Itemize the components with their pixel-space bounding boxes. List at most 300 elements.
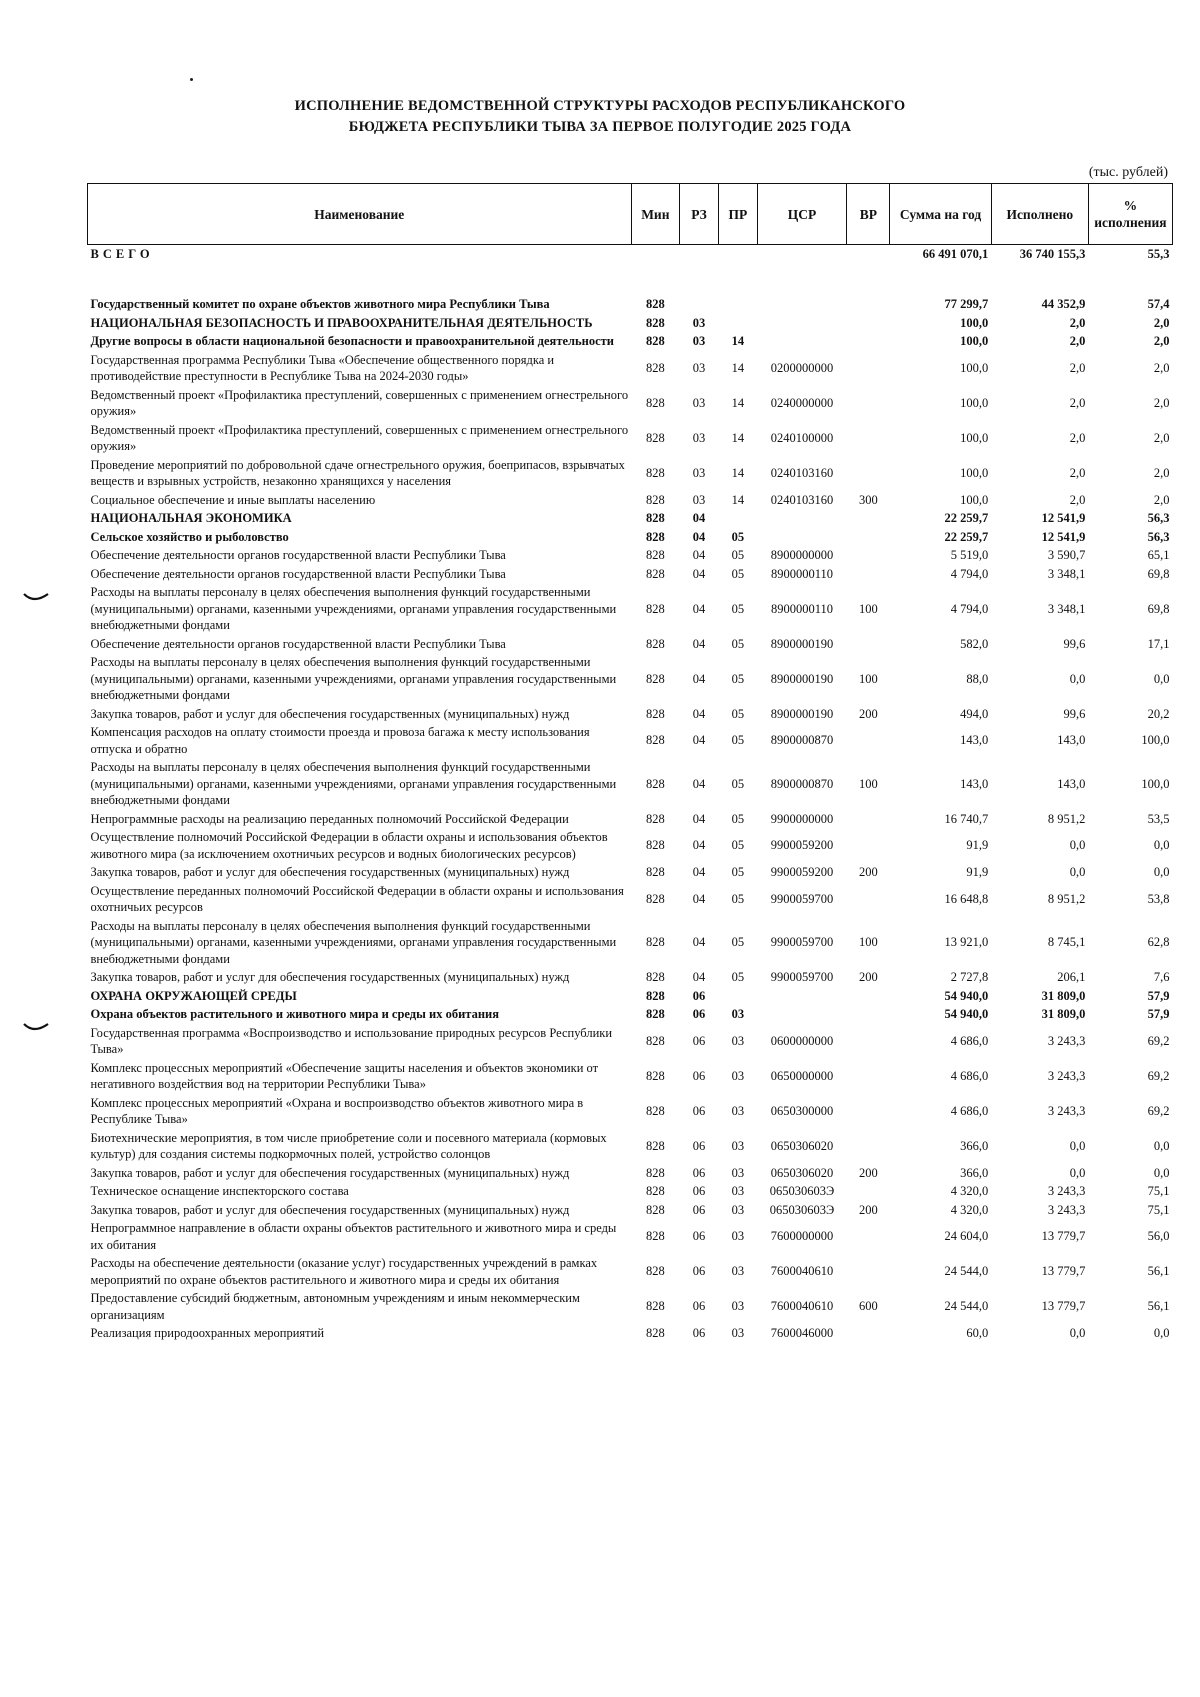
row-sum: 54 940,0 — [944, 1007, 989, 1021]
row-pr: 03 — [731, 1264, 745, 1279]
row-done: 0,0 — [1069, 838, 1086, 853]
row-sum: 143,0 — [960, 776, 989, 791]
row-min: 828 — [645, 988, 665, 1003]
row-done: 3 243,3 — [1047, 1033, 1086, 1048]
row-vr — [847, 295, 890, 314]
row-pr: 03 — [731, 1007, 745, 1021]
row-name: Социальное обеспечение и иные выплаты населению — [90, 492, 376, 507]
total-done: 36 740 155,3 — [991, 245, 1088, 270]
row-csr: 8900000110 — [770, 566, 834, 581]
row-min: 828 — [645, 935, 665, 949]
row-name: Расходы на выплаты персоналу в целях обеспечения выполнения функций государственными (муниципальными) органами, казенными учреждениями, органами управления государственными внебюджетными фондами — [90, 655, 617, 702]
row-min: 828 — [645, 492, 665, 507]
row-min: 828 — [645, 1229, 665, 1244]
row-rz: 06 — [692, 1299, 706, 1314]
row-done: 3 243,3 — [1047, 1103, 1086, 1118]
row-done: 3 348,1 — [1047, 601, 1086, 616]
row-csr: 0650306020 — [770, 1138, 834, 1153]
row-rz: 03 — [692, 334, 706, 348]
row-vr — [847, 528, 890, 547]
row-pct: 75,1 — [1147, 1202, 1170, 1217]
row-rz: 03 — [692, 395, 706, 410]
row-csr: 065030603Э — [769, 1202, 835, 1217]
table-row — [88, 491, 1173, 510]
row-csr: 9900059700 — [770, 891, 834, 906]
row-vr — [847, 565, 890, 584]
row-done: 2,0 — [1069, 492, 1086, 507]
header-sum: Сумма на год — [890, 184, 991, 245]
row-pct: 7,6 — [1153, 970, 1170, 984]
table-row — [88, 705, 1173, 724]
row-name: Государственная программа Республики Тыва «Обеспечение общественного порядка и противодействие преступности в Республике Тыва на 2024-2030 годы» — [90, 352, 555, 383]
row-min: 828 — [645, 636, 665, 651]
row-vr: 100 — [858, 671, 878, 686]
row-pr: 05 — [731, 548, 745, 562]
row-vr — [847, 386, 890, 421]
table-row — [88, 456, 1173, 491]
row-pct: 0,0 — [1153, 671, 1170, 686]
row-rz: 03 — [692, 492, 706, 507]
row-pct: 57,9 — [1147, 1007, 1170, 1021]
row-vr — [847, 1219, 890, 1254]
header-csr: ЦСР — [757, 184, 847, 245]
row-rz: 04 — [692, 511, 706, 525]
table-row — [88, 1005, 1173, 1024]
row-pct: 20,2 — [1147, 706, 1170, 721]
total-row — [88, 245, 1173, 270]
row-csr: 0240000000 — [770, 395, 834, 410]
row-name: НАЦИОНАЛЬНАЯ ЭКОНОМИКА — [90, 511, 292, 525]
row-done: 0,0 — [1069, 1326, 1086, 1340]
table-row — [88, 635, 1173, 654]
row-vr — [847, 1129, 890, 1164]
row-pct: 56,3 — [1147, 511, 1170, 525]
table-row — [88, 1324, 1173, 1343]
row-pr: 14 — [731, 492, 745, 507]
row-vr — [847, 332, 890, 351]
row-csr: 0240103160 — [770, 465, 834, 480]
row-sum: 4 686,0 — [950, 1068, 989, 1083]
row-sum: 24 544,0 — [944, 1264, 989, 1279]
row-min: 828 — [645, 334, 665, 348]
row-min: 828 — [645, 891, 665, 906]
row-done: 0,0 — [1069, 1165, 1086, 1180]
row-done: 2,0 — [1069, 360, 1086, 375]
row-vr: 200 — [858, 1202, 878, 1217]
row-rz: 04 — [692, 811, 706, 826]
row-pct: 75,1 — [1147, 1184, 1170, 1198]
row-pct: 69,2 — [1147, 1068, 1170, 1083]
row-pr: 14 — [731, 430, 745, 445]
row-rz: 03 — [692, 360, 706, 375]
row-min: 828 — [645, 395, 665, 410]
row-min: 828 — [645, 511, 665, 525]
row-pct: 2,0 — [1153, 360, 1170, 375]
row-vr — [847, 828, 890, 863]
row-pct: 56,0 — [1147, 1229, 1170, 1244]
row-rz: 04 — [692, 548, 706, 562]
row-sum: 16 648,8 — [944, 891, 989, 906]
row-done: 2,0 — [1069, 334, 1086, 348]
total-label: ВСЕГО — [88, 245, 632, 270]
row-pr: 14 — [731, 360, 745, 375]
row-vr — [847, 546, 890, 565]
row-csr: 065030603Э — [769, 1184, 835, 1198]
total-pct: 55,3 — [1088, 245, 1172, 270]
row-name: Непрограммное направление в области охраны объектов растительного и животного мира и среды их обитания — [90, 1221, 617, 1252]
row-pr: 05 — [731, 733, 745, 748]
row-pr — [718, 295, 757, 314]
title-line-1: ИСПОЛНЕНИЕ ВЕДОМСТВЕННОЙ СТРУКТУРЫ РАСХОДОВ РЕСПУБЛИКАНСКОГО — [294, 98, 906, 114]
row-vr: 300 — [858, 492, 878, 507]
row-done: 2,0 — [1069, 395, 1086, 410]
row-csr: 7600040610 — [770, 1299, 834, 1314]
row-csr: 7600000000 — [770, 1229, 834, 1244]
unit-label: (тыс. рублей) — [1088, 165, 1168, 180]
table-row — [88, 968, 1173, 987]
row-vr — [847, 1254, 890, 1289]
row-csr: 0240103160 — [770, 492, 834, 507]
row-rz: 04 — [692, 636, 706, 651]
row-vr — [847, 1024, 890, 1059]
row-vr: 200 — [858, 706, 878, 721]
row-name: Биотехнические мероприятия, в том числе приобретение соли и посевного материала (кормовых культур) для создания системы подкормочных полей, устройство солонцов — [90, 1130, 607, 1161]
row-rz: 04 — [692, 776, 706, 791]
table-row — [88, 351, 1173, 386]
title-line-2: БЮДЖЕТА РЕСПУБЛИКИ ТЫВА ЗА ПЕРВОЕ ПОЛУГОДИЕ 2025 ГОДА — [348, 119, 852, 135]
row-pr: 05 — [731, 776, 745, 791]
table-row — [88, 1024, 1173, 1059]
row-pr — [718, 987, 757, 1006]
row-vr — [847, 635, 890, 654]
table-row — [88, 723, 1173, 758]
row-sum: 366,0 — [960, 1138, 989, 1153]
row-name: Сельское хозяйство и рыболовство — [90, 529, 289, 544]
table-row — [88, 917, 1173, 969]
row-done: 8 951,2 — [1047, 891, 1086, 906]
row-min: 828 — [645, 706, 665, 721]
row-rz: 04 — [692, 706, 706, 721]
row-pct: 0,0 — [1153, 838, 1170, 853]
row-pr: 03 — [731, 1068, 745, 1083]
row-csr — [757, 332, 847, 351]
row-min: 828 — [645, 1103, 665, 1118]
row-done: 99,6 — [1063, 636, 1086, 651]
row-sum: 88,0 — [966, 671, 989, 686]
row-csr: 9900059200 — [770, 838, 834, 853]
row-sum: 4 794,0 — [950, 566, 989, 581]
row-vr — [847, 456, 890, 491]
table-row — [88, 1219, 1173, 1254]
row-pct: 0,0 — [1153, 1165, 1170, 1180]
row-pct: 100,0 — [1141, 776, 1170, 791]
row-pr: 14 — [731, 395, 745, 410]
row-pct: 0,0 — [1153, 865, 1170, 879]
row-rz — [680, 295, 719, 314]
row-pr — [718, 314, 757, 333]
row-vr — [847, 1324, 890, 1343]
row-pr: 05 — [731, 601, 745, 616]
row-pct: 0,0 — [1153, 1138, 1170, 1153]
row-min: 828 — [645, 360, 665, 375]
row-csr: 8900000870 — [770, 776, 834, 791]
row-min: 828 — [645, 465, 665, 480]
row-pct: 62,8 — [1147, 935, 1170, 949]
row-pr: 05 — [731, 706, 745, 721]
row-vr — [847, 723, 890, 758]
row-done: 0,0 — [1069, 671, 1086, 686]
row-pct: 56,1 — [1147, 1299, 1170, 1314]
row-rz: 04 — [692, 566, 706, 581]
row-sum: 4 686,0 — [950, 1033, 989, 1048]
row-sum: 24 544,0 — [944, 1299, 989, 1314]
table-row — [88, 528, 1173, 547]
row-min: 828 — [645, 548, 665, 562]
row-min: 828 — [645, 1068, 665, 1083]
row-pct: 2,0 — [1153, 334, 1170, 348]
row-name: Расходы на выплаты персоналу в целях обеспечения выполнения функций государственными (муниципальными) органами, казенными учреждениями, органами управления государственными внебюджетными фондами — [90, 918, 617, 966]
row-csr: 0650306020 — [770, 1165, 834, 1180]
row-csr: 8900000190 — [770, 636, 834, 651]
row-name: Осуществление переданных полномочий Российской Федерации в области охраны и использования охотничьих ресурсов — [90, 883, 624, 914]
table-header-row — [88, 184, 1173, 245]
row-rz: 04 — [692, 601, 706, 616]
row-done: 99,6 — [1063, 706, 1086, 721]
row-name: Расходы на выплаты персоналу в целях обеспечения выполнения функций государственными (муниципальными) органами, казенными учреждениями, органами управления государственными внебюджетными фондами — [90, 585, 617, 632]
row-sum: 4 320,0 — [950, 1202, 989, 1217]
row-vr: 200 — [858, 1165, 878, 1180]
row-sum: 366,0 — [960, 1165, 989, 1180]
row-name: Закупка товаров, работ и услуг для обеспечения государственных (муниципальных) нужд — [90, 706, 570, 721]
row-name: Охрана объектов растительного и животного мира и среды их обитания — [90, 1007, 499, 1021]
row-min: 828 — [645, 671, 665, 686]
row-csr — [757, 1005, 847, 1024]
margin-check-mark — [22, 590, 50, 604]
row-rz: 04 — [692, 865, 706, 879]
row-rz: 03 — [692, 430, 706, 445]
row-name: Непрограммные расходы на реализацию переданных полномочий Российской Федерации — [90, 811, 569, 826]
row-pr: 05 — [731, 566, 745, 581]
row-sum: 100,0 — [960, 395, 989, 410]
row-csr — [757, 295, 847, 314]
row-min: 828 — [645, 1138, 665, 1153]
row-pr: 03 — [731, 1299, 745, 1314]
row-csr: 8900000110 — [770, 601, 834, 616]
row-pct: 53,5 — [1147, 811, 1170, 826]
row-pct: 2,0 — [1153, 430, 1170, 445]
row-name: Осуществление полномочий Российской Федерации в области охраны и использования объектов животного мира (за исключением охотничьих ресурсов и водных биологических ресурсов) — [90, 830, 608, 861]
row-csr: 9900059700 — [770, 970, 834, 984]
row-min: 828 — [645, 776, 665, 791]
row-pr: 03 — [731, 1326, 745, 1340]
row-done: 13 779,7 — [1041, 1229, 1086, 1244]
row-min: 828 — [645, 297, 665, 311]
row-min: 828 — [645, 811, 665, 826]
row-csr: 7600040610 — [770, 1264, 834, 1279]
row-vr — [847, 351, 890, 386]
row-pr: 05 — [731, 636, 745, 651]
header-vr: ВР — [847, 184, 890, 245]
row-vr: 100 — [858, 601, 878, 616]
row-done: 2,0 — [1069, 315, 1086, 330]
row-pr: 14 — [731, 334, 745, 348]
row-done: 8 951,2 — [1047, 811, 1086, 826]
row-pr: 05 — [731, 838, 745, 853]
table-row — [88, 314, 1173, 333]
table-row — [88, 565, 1173, 584]
row-pct: 57,9 — [1147, 988, 1170, 1003]
row-vr — [847, 882, 890, 917]
row-sum: 143,0 — [960, 733, 989, 748]
row-done: 12 541,9 — [1041, 511, 1086, 525]
row-done: 13 779,7 — [1041, 1264, 1086, 1279]
row-rz: 04 — [692, 970, 706, 984]
row-min: 828 — [645, 430, 665, 445]
row-rz: 06 — [692, 1326, 706, 1340]
row-done: 2,0 — [1069, 465, 1086, 480]
row-pr: 03 — [731, 1165, 745, 1180]
row-rz: 04 — [692, 891, 706, 906]
row-name: Комплекс процессных мероприятий «Обеспечение защиты населения и объектов экономики от негативного воздействия вод на территории Республики Тыва» — [90, 1060, 599, 1091]
row-pr: 05 — [731, 671, 745, 686]
row-csr: 8900000000 — [770, 548, 834, 562]
row-name: Техническое оснащение инспекторского состава — [90, 1184, 349, 1198]
table-row — [88, 1164, 1173, 1183]
row-pr: 03 — [731, 1033, 745, 1048]
table-row — [88, 332, 1173, 351]
row-csr: 0600000000 — [770, 1033, 834, 1048]
row-pct: 0,0 — [1153, 1326, 1170, 1340]
row-name: Закупка товаров, работ и услуг для обеспечения государственных (муниципальных) нужд — [90, 970, 570, 984]
row-sum: 91,9 — [966, 865, 989, 879]
row-vr: 600 — [858, 1299, 878, 1314]
row-done: 31 809,0 — [1041, 1007, 1086, 1021]
header-rz: РЗ — [680, 184, 719, 245]
row-done: 3 348,1 — [1047, 566, 1086, 581]
expenditure-table — [87, 183, 1173, 1343]
row-vr — [847, 421, 890, 456]
row-pr: 03 — [731, 1103, 745, 1118]
table-row — [88, 1129, 1173, 1164]
row-csr: 8900000190 — [770, 671, 834, 686]
row-min: 828 — [645, 315, 665, 330]
row-vr: 100 — [858, 935, 878, 949]
row-rz: 06 — [692, 1264, 706, 1279]
table-row — [88, 882, 1173, 917]
table-row — [88, 758, 1173, 810]
row-sum: 100,0 — [960, 315, 989, 330]
row-done: 31 809,0 — [1041, 988, 1086, 1003]
row-min: 828 — [645, 1264, 665, 1279]
row-rz: 06 — [692, 1007, 706, 1021]
total-sum: 66 491 070,1 — [890, 245, 991, 270]
row-csr: 0650300000 — [770, 1103, 834, 1118]
scan-speck — [190, 78, 193, 81]
row-pct: 53,8 — [1147, 891, 1170, 906]
row-name: Другие вопросы в области национальной безопасности и правоохранительной деятельности — [90, 334, 614, 348]
row-pct: 69,2 — [1147, 1103, 1170, 1118]
row-name: Закупка товаров, работ и услуг для обеспечения государственных (муниципальных) нужд — [90, 1165, 570, 1180]
header-name: Наименование — [88, 184, 632, 245]
row-min: 828 — [645, 1326, 665, 1340]
row-pct: 69,2 — [1147, 1033, 1170, 1048]
row-vr — [847, 314, 890, 333]
row-min: 828 — [645, 970, 665, 984]
margin-check-mark — [22, 1020, 50, 1034]
header-pr: ПР — [718, 184, 757, 245]
row-done: 44 352,9 — [1041, 297, 1086, 311]
row-vr: 100 — [858, 776, 878, 791]
row-pr: 05 — [731, 865, 745, 879]
row-done: 0,0 — [1069, 865, 1086, 879]
row-sum: 4 686,0 — [950, 1103, 989, 1118]
row-sum: 22 259,7 — [944, 529, 989, 544]
row-vr — [847, 1182, 890, 1201]
row-vr: 200 — [858, 970, 878, 984]
row-rz: 04 — [692, 935, 706, 949]
row-pct: 69,8 — [1147, 566, 1170, 581]
row-name: Предоставление субсидий бюджетным, автономным учреждениям и иным некоммерческим организациям — [90, 1291, 580, 1322]
row-pct: 56,3 — [1147, 529, 1170, 544]
row-sum: 2 727,8 — [950, 970, 989, 984]
row-min: 828 — [645, 529, 665, 544]
document-title — [0, 96, 1200, 138]
row-name: Реализация природоохранных мероприятий — [90, 1326, 325, 1340]
header-done: Исполнено — [991, 184, 1088, 245]
row-vr — [847, 810, 890, 829]
row-pr: 05 — [731, 935, 745, 949]
row-sum: 22 259,7 — [944, 511, 989, 525]
row-name: Обеспечение деятельности органов государственной власти Республики Тыва — [90, 566, 506, 581]
row-done: 206,1 — [1057, 970, 1086, 984]
row-rz: 06 — [692, 1184, 706, 1198]
row-sum: 60,0 — [966, 1326, 989, 1340]
row-rz: 06 — [692, 1138, 706, 1153]
row-pct: 69,8 — [1147, 601, 1170, 616]
row-pr: 03 — [731, 1184, 745, 1198]
row-pct: 2,0 — [1153, 465, 1170, 480]
table-row — [88, 1094, 1173, 1129]
row-done: 2,0 — [1069, 430, 1086, 445]
row-name: Закупка товаров, работ и услуг для обеспечения государственных (муниципальных) нужд — [90, 1202, 570, 1217]
row-csr — [757, 509, 847, 528]
row-min: 828 — [645, 601, 665, 616]
row-rz: 06 — [692, 1103, 706, 1118]
row-sum: 100,0 — [960, 360, 989, 375]
row-pct: 2,0 — [1153, 395, 1170, 410]
row-done: 3 243,3 — [1047, 1184, 1086, 1198]
table-row — [88, 1289, 1173, 1324]
row-vr — [847, 1005, 890, 1024]
row-sum: 494,0 — [960, 706, 989, 721]
row-csr: 9900059700 — [770, 935, 834, 949]
row-rz: 03 — [692, 315, 706, 330]
row-pct: 2,0 — [1153, 492, 1170, 507]
row-csr: 9900059200 — [770, 865, 834, 879]
row-pr — [718, 509, 757, 528]
row-csr — [757, 528, 847, 547]
table-row — [88, 1182, 1173, 1201]
row-name: Государственный комитет по охране объектов животного мира Республики Тыва — [90, 297, 550, 311]
row-done: 3 243,3 — [1047, 1068, 1086, 1083]
row-done: 8 745,1 — [1047, 935, 1086, 949]
row-name: ОХРАНА ОКРУЖАЮЩЕЙ СРЕДЫ — [90, 988, 297, 1003]
row-min: 828 — [645, 566, 665, 581]
row-rz: 06 — [692, 1165, 706, 1180]
row-csr — [757, 987, 847, 1006]
row-csr: 0200000000 — [770, 360, 834, 375]
row-sum: 13 921,0 — [944, 935, 989, 949]
